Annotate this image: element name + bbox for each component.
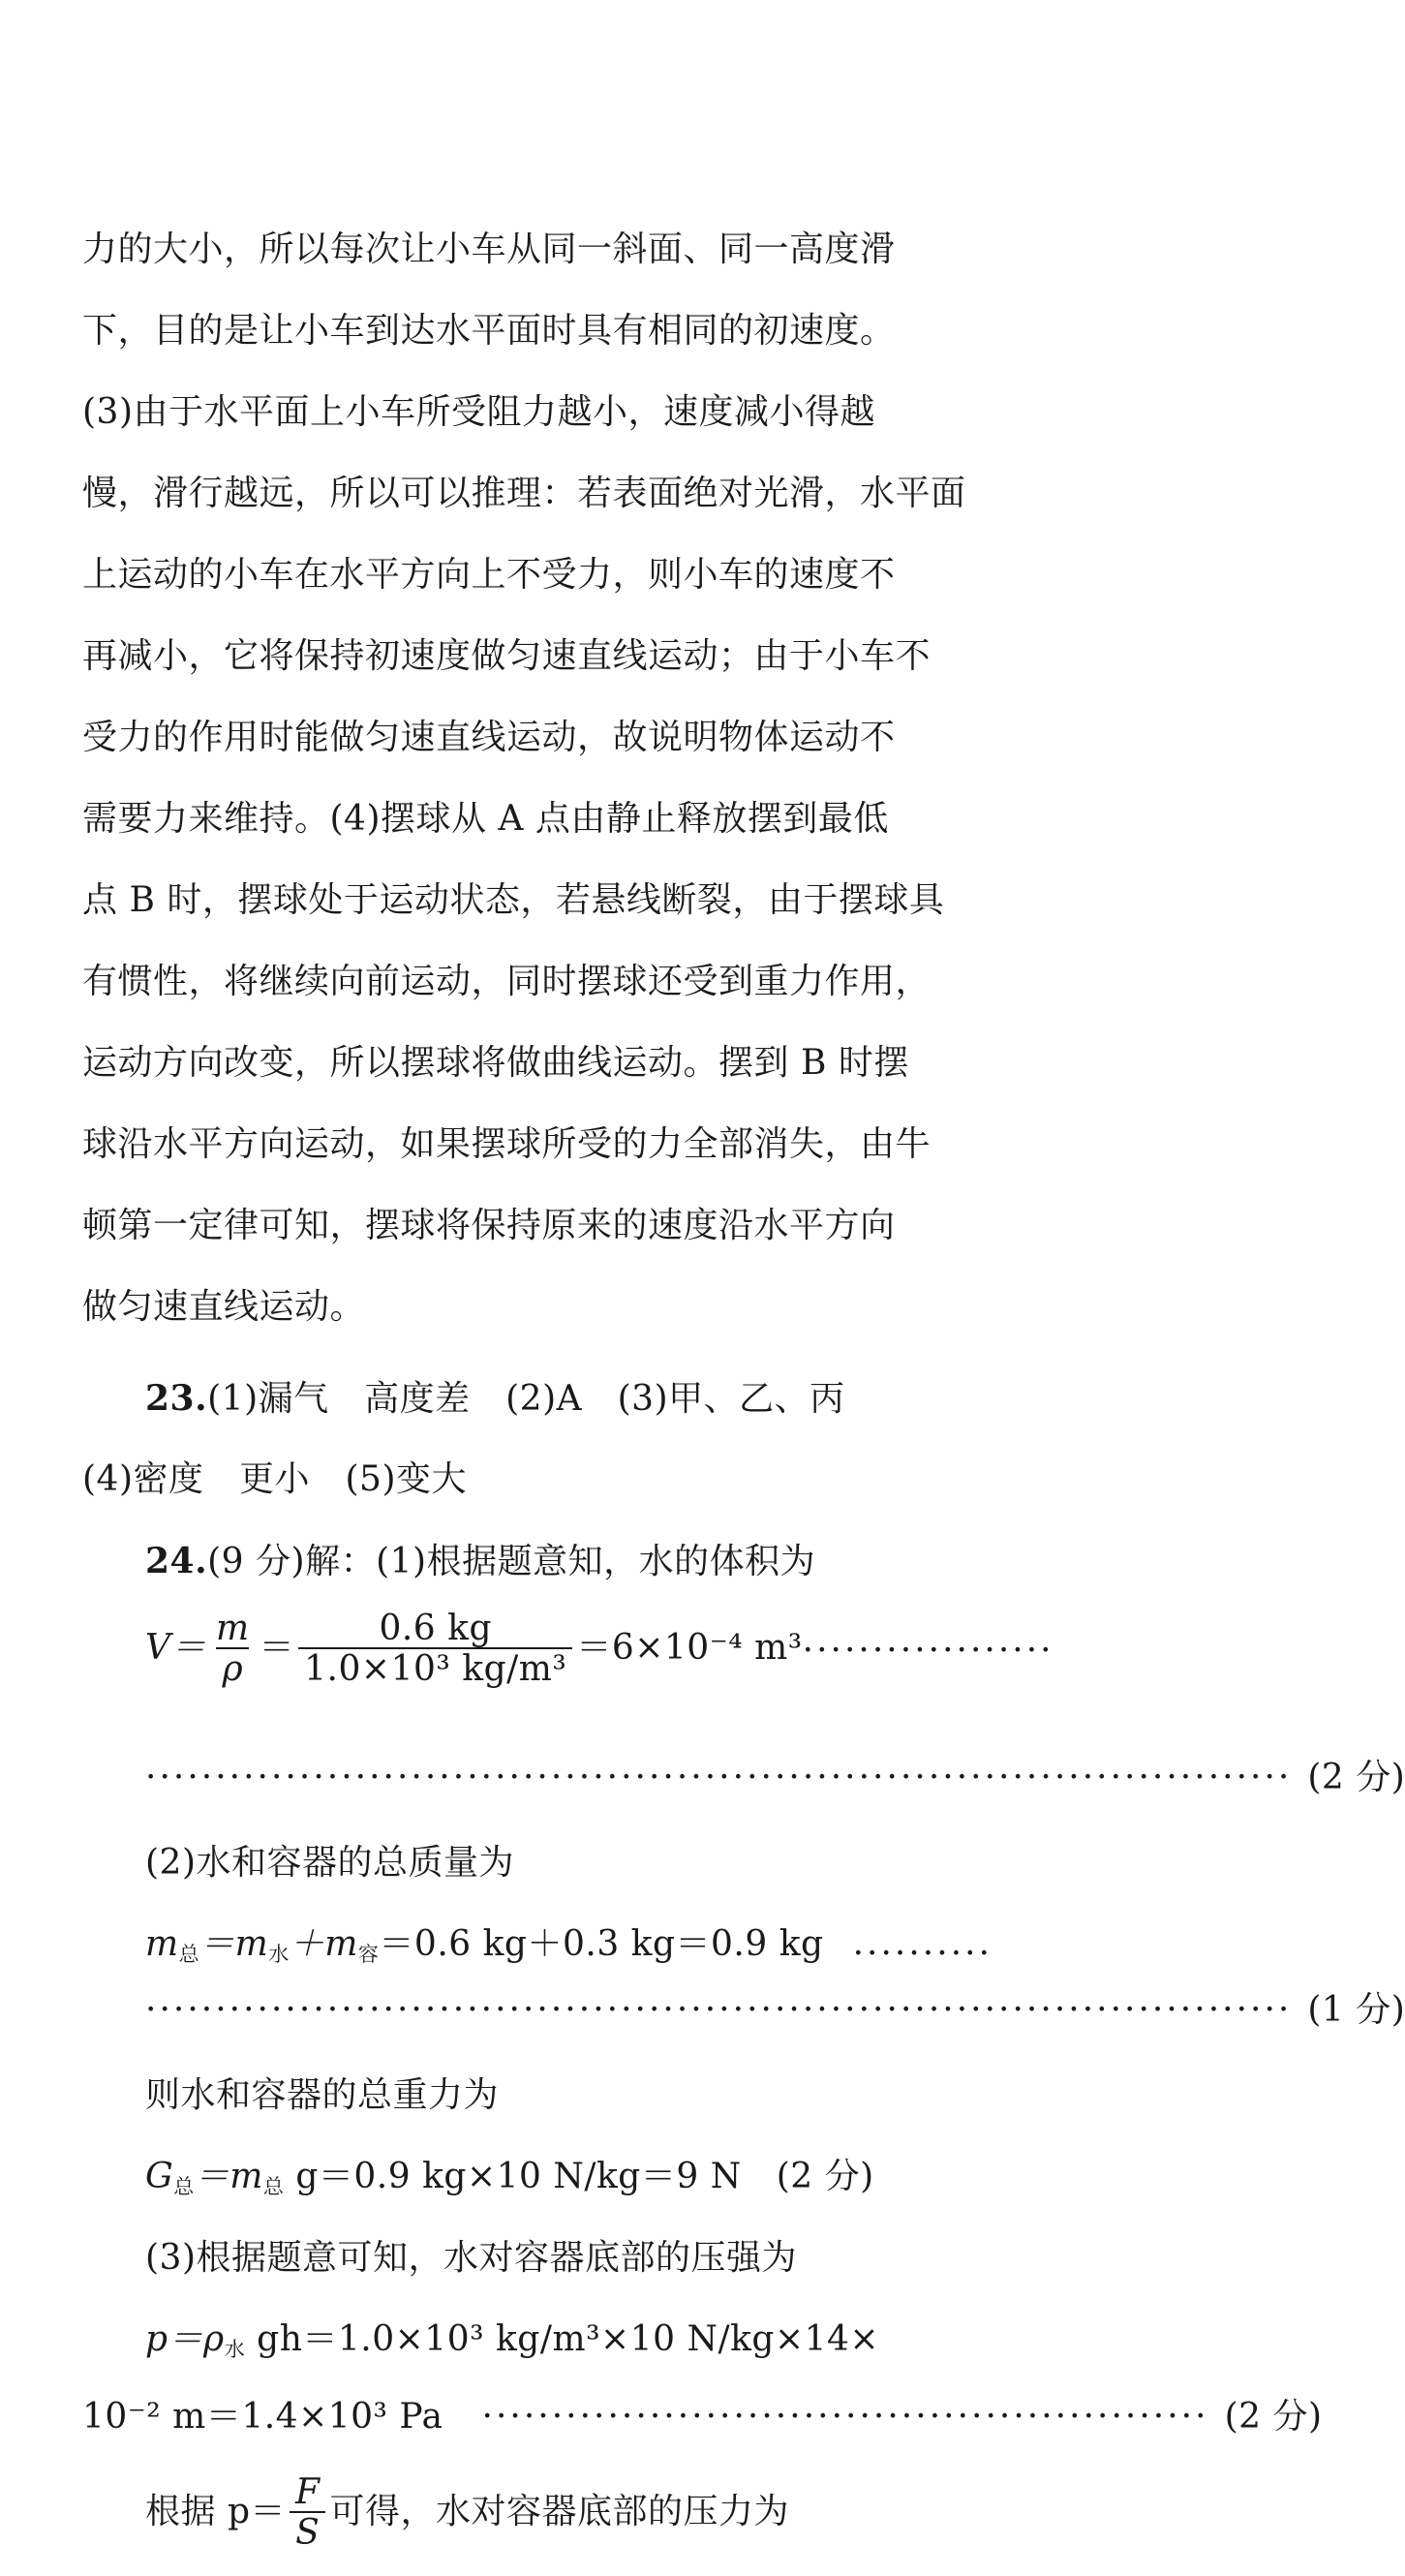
text-line: 做匀速直线运动。	[82, 1287, 366, 1327]
symbol: m	[145, 1924, 179, 1964]
score: (2 分)	[1307, 1758, 1405, 1797]
mass-value: ＝0.6 kg＋0.3 kg＝0.9 kg	[379, 1924, 824, 1964]
text-line: 上运动的小车在水平方向上不受力，则小车的速度不	[82, 555, 896, 595]
force-text: 可得，水对容器底部的压力为	[329, 2492, 789, 2531]
pressure-result: 10⁻² m＝1.4×10³ Pa	[82, 2397, 443, 2437]
fraction-values	[298, 1610, 572, 1690]
dot-leader: ··················································································	[145, 1990, 1293, 2030]
force-text: 根据 p＝	[145, 2492, 286, 2531]
dot-leader: ··········	[852, 1934, 993, 1974]
frac-denominator: 1.0×10³ kg/m³	[298, 1647, 572, 1690]
text-line: 慢，滑行越远，所以可以推理：若表面绝对光滑，水平面	[82, 474, 966, 513]
frac-denominator: ρ	[216, 1647, 249, 1690]
gravity-intro: 则水和容器的总重力为	[145, 2075, 500, 2115]
text-line: 力的大小，所以每次让小车从同一斜面、同一高度滑	[82, 230, 896, 269]
text-line: 受力的作用时能做匀速直线运动，故说明物体运动不	[82, 718, 896, 757]
text-line: 球沿水平方向运动，如果摆球所受的力全部消失，由牛	[82, 1124, 932, 1164]
text-line: 有惯性，将继续向前运动，同时摆球还受到重力作用，	[82, 962, 932, 1001]
frac-numerator: m	[216, 1609, 250, 1648]
score-line	[145, 1755, 1405, 1801]
subscript: 水	[268, 1943, 290, 1966]
gravity-value: g＝0.9 kg×10 N/kg＝9 N	[284, 2157, 742, 2196]
pressure-intro: (3)根据题意可知，水对容器底部的压强为	[145, 2238, 797, 2278]
q23-line1	[145, 1375, 891, 1423]
score-line	[145, 1987, 1405, 2034]
symbol: G	[145, 2157, 174, 2196]
q23-line2: (4)密度 更小 (5)变大	[82, 1459, 467, 1499]
score: (1 分)	[1307, 1990, 1405, 2030]
text-line: 再减小，它将保持初速度做匀速直线运动；由于小车不	[82, 636, 932, 676]
fraction-m-rho	[210, 1610, 256, 1690]
q24-number: 24.	[145, 1541, 208, 1581]
score: (2 分)	[776, 2157, 874, 2196]
symbol: ＝m	[194, 2157, 263, 2196]
subscript: 总	[178, 1943, 200, 1966]
subscript: 水	[224, 2338, 246, 2361]
text-line: 点 B 时，摆球处于运动状态，若悬线断裂，由于摆球具	[82, 880, 945, 920]
subscript: 总	[173, 2175, 195, 2198]
volume-result: ＝6×10⁻⁴ m³	[576, 1628, 803, 1668]
text-line: 顿第一定律可知，摆球将保持原来的速度沿水平方向	[82, 1206, 896, 1245]
symbol: ＝m	[199, 1924, 269, 1964]
symbol: ＋m	[289, 1924, 358, 1964]
q24-intro-text: (9 分)解：(1)根据题意知，水的体积为	[207, 1542, 816, 1581]
gravity-formula	[145, 2154, 874, 2210]
text-line: (3)由于水平面上小车所受阻力越小，速度减小得越	[82, 392, 875, 432]
pressure-value: gh＝1.0×10³ kg/m³×10 N/kg×14×	[245, 2319, 880, 2359]
q24-intro	[145, 1538, 891, 1585]
mass-intro: (2)水和容器的总质量为	[145, 1843, 514, 1883]
q23-answer-1: (1)漏气 高度差 (2)A (3)甲、乙、丙	[207, 1379, 845, 1419]
subscript: 容	[357, 1943, 380, 1966]
frac-numerator: F	[295, 2472, 321, 2512]
q23-number: 23.	[145, 1378, 208, 1419]
score: (2 分)	[1224, 2397, 1323, 2437]
fraction-f-s	[290, 2474, 325, 2554]
pressure-formula-cont	[82, 2394, 1323, 2440]
symbol: p＝ρ	[145, 2319, 225, 2359]
frac-numerator: 0.6 kg	[379, 1609, 493, 1648]
dot-leader: ··················	[802, 1631, 1054, 1671]
subscript: 总	[262, 2175, 285, 2198]
volume-formula	[145, 1609, 1054, 1690]
equals: ＝	[259, 1628, 295, 1668]
frac-denominator: S	[290, 2511, 325, 2554]
text-line: 下，目的是让小车到达水平面时具有相同的初速度。	[82, 311, 896, 351]
dot-leader: ····················································	[481, 2397, 1209, 2437]
volume-lhs: V＝	[145, 1628, 206, 1668]
dot-leader: ··················································································	[145, 1758, 1293, 1797]
text-line: 运动方向改变，所以摆球将做曲线运动。摆到 B 时摆	[82, 1043, 909, 1083]
pressure-formula	[145, 2316, 880, 2373]
text-line: 需要力来维持。(4)摆球从 A 点由静止释放摆到最低	[82, 799, 889, 839]
mass-formula	[145, 1921, 993, 1978]
force-intro	[145, 2473, 828, 2554]
